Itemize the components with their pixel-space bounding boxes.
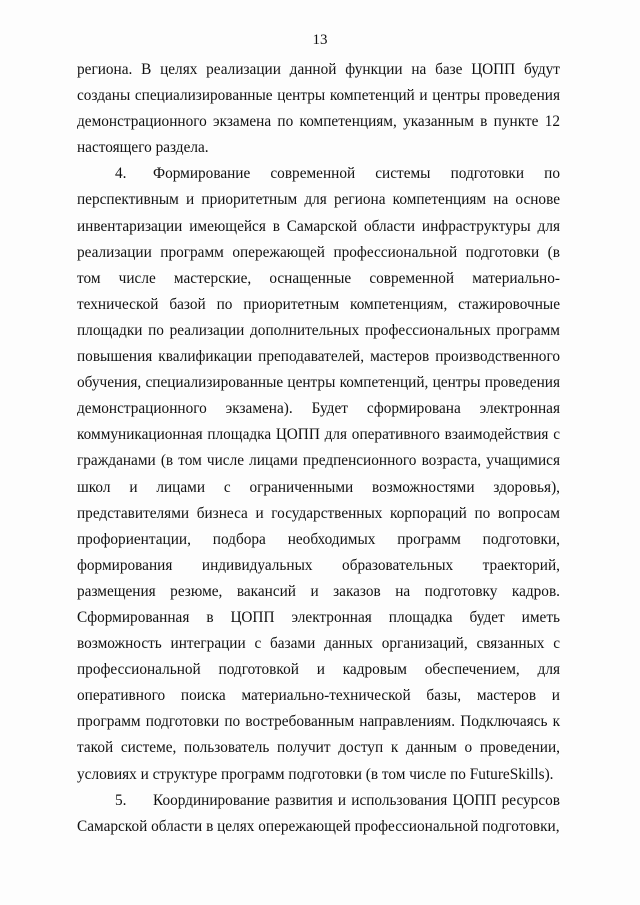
paragraph-number: 5. bbox=[115, 791, 127, 809]
paragraph-text: региона. В целях реализации данной функции на базе ЦОПП будут созданы специализированные центры компетенций и центры проведения демонстрационного экзамена по компетенциям, указанным в пункте 12 настоящего раздела. bbox=[77, 61, 560, 157]
paragraph-item-4 bbox=[77, 161, 560, 787]
paragraph-number: 4. bbox=[115, 165, 127, 183]
paragraph-text: Координирование развития и использования ЦОПП ресурсов Самарской области в целях опережающей профессиональной подготовки, bbox=[77, 791, 560, 835]
paragraph-item-5 bbox=[77, 788, 560, 840]
document-body bbox=[77, 57, 560, 840]
page-number: 13 bbox=[312, 32, 328, 48]
paragraph-text: Формирование современной системы подготовки по перспективным и приоритетным для региона компетенциям на основе инвентаризации имеющейся в Самарской области инфраструктуры для реализации программ опережающей профессиональной подготовки (в том числе мастерские, оснащенные современной материально-технической базой по приоритетным компетенциям, стажировочные площадки по реализации дополнительных профессиональных программ повышения квалификации преподавателей, мастеров производственного обучения, специализированные центры компетенций, центры проведения демонстрационного экзамена). Будет сформирована электронная коммуникационная площадка ЦОПП для оперативного взаимодействия с гражданами (в том числе лицами предпенсионного возраста, учащимися школ и лицами с ограниченными возможностями здоровья), представителями бизнеса и государственных корпораций по вопросам профориентации, подбора необходимых программ подготовки, формирования индивидуальных образовательных траекторий, размещения резюме, вакансий и заказов на подготовку кадров. Сформированная в ЦОПП электронная площадка будет иметь возможность интеграции с базами данных организаций, связанных с профессиональной подготовкой и кадровым обеспечением, для оперативного поиска материально-технической базы, мастеров и программ подготовки по востребованным направлениям. Подключаясь к такой системе, пользователь получит доступ к данным о проведении, условиях и структуре программ подготовки (в том числе по FutureSkills). bbox=[77, 165, 560, 783]
paragraph-continuation bbox=[77, 57, 560, 161]
